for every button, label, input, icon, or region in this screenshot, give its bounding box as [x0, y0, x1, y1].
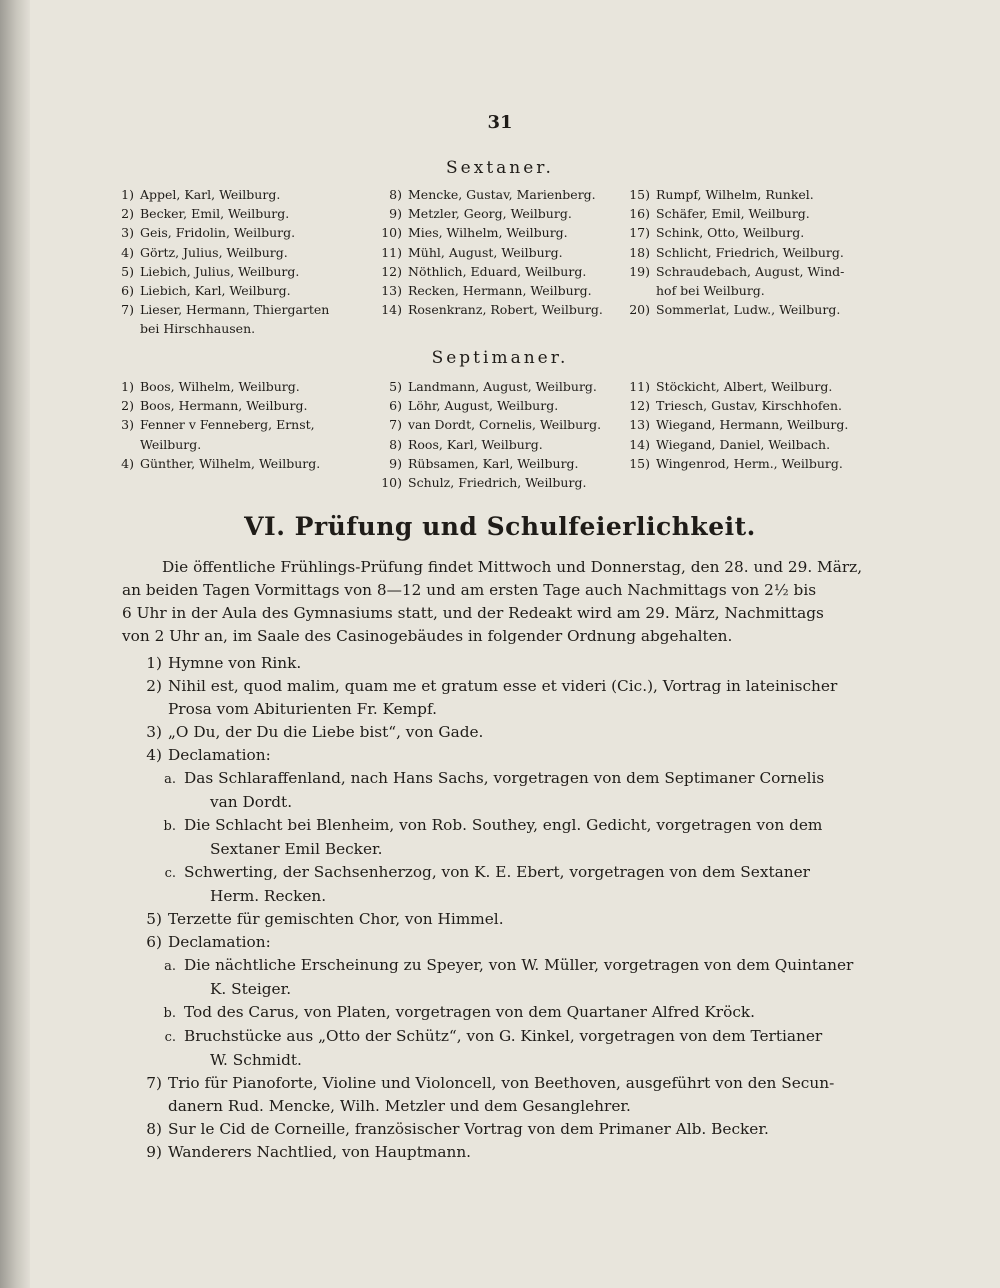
- student-name: Mies, Wilhelm, Weilburg.: [408, 225, 568, 241]
- subitem-letter: c.: [164, 866, 176, 881]
- program-text: Trio für Pianoforte, Violine und Violoncell, von Beethoven, ausgeführt von den Secun-: [168, 1074, 835, 1092]
- septimaner-col-3: [624, 377, 848, 473]
- student-name: Stöckicht, Albert, Weilburg.: [656, 379, 833, 394]
- entry-number: 20): [629, 302, 650, 318]
- subitem-text: Die nächtliche Erscheinung zu Speyer, von W. Müller, vorgetragen von dem Quintaner: [184, 956, 854, 974]
- student-entry: [624, 415, 848, 434]
- student-name: Wiegand, Daniel, Weilbach.: [656, 436, 831, 452]
- entry-number: 4): [121, 455, 134, 471]
- entry-number: 18): [629, 244, 650, 260]
- entry-number: 5): [389, 379, 402, 394]
- student-name: Sommerlat, Ludw., Weilburg.: [656, 302, 841, 318]
- program-subitem: [128, 1025, 898, 1049]
- student-entry: [374, 243, 603, 262]
- student-name: Schink, Otto, Weilburg.: [656, 225, 805, 241]
- student-name: Roos, Karl, Weilburg.: [408, 436, 543, 452]
- student-name: Görtz, Julius, Weilburg.: [140, 244, 288, 260]
- student-entry: [116, 262, 329, 281]
- program-item: [128, 675, 898, 698]
- program-text: Declamation:: [168, 746, 271, 764]
- entry-number: 12): [381, 263, 402, 279]
- subitem-continuation: Herm. Recken.: [210, 887, 327, 905]
- student-name: Mühl, August, Weilburg.: [408, 244, 563, 260]
- program-number: 7): [146, 1074, 162, 1092]
- sextaner-title: Sextaner.: [446, 158, 554, 178]
- student-entry-continuation: hof bei Weilburg.: [656, 283, 765, 299]
- student-name: Liebich, Julius, Weilburg.: [140, 263, 300, 279]
- student-entry: [116, 281, 329, 300]
- student-entry: [624, 300, 844, 319]
- student-entry: [116, 300, 329, 319]
- subitem-letter: a.: [164, 959, 176, 974]
- student-name: Schäfer, Emil, Weilburg.: [656, 206, 810, 222]
- septimaner-title: Septimaner.: [431, 348, 569, 368]
- student-name: Schulz, Friedrich, Weilburg.: [408, 475, 587, 491]
- student-name: Rosenkranz, Robert, Weilburg.: [408, 302, 603, 318]
- program-number: 8): [146, 1120, 162, 1138]
- entry-number: 14): [381, 302, 402, 318]
- program-text: Terzette für gemischten Chor, von Himmel.: [168, 910, 504, 928]
- student-name: Recken, Hermann, Weilburg.: [408, 283, 592, 299]
- program-item: [128, 744, 898, 767]
- subitem-continuation: van Dordt.: [210, 793, 293, 811]
- subitem-text: Das Schlaraffenland, nach Hans Sachs, vorgetragen von dem Septimaner Cornelis: [184, 769, 825, 787]
- subitem-letter: a.: [164, 772, 176, 787]
- student-entry: [374, 300, 603, 319]
- entry-number: 3): [121, 417, 134, 433]
- program-number: 6): [146, 933, 162, 951]
- subitem-continuation: Sextaner Emil Becker.: [210, 840, 383, 858]
- student-name: Fenner v Fenneberg, Ernst,: [140, 417, 315, 433]
- program-number: 9): [146, 1143, 162, 1161]
- document-page: [30, 0, 1000, 1288]
- entry-number: 17): [629, 225, 650, 241]
- student-entry: [374, 435, 601, 454]
- entry-number: 3): [121, 225, 134, 241]
- program-text: Nihil est, quod malim, quam me et gratum esse et videri (Cic.), Vortrag in lateinischer: [168, 677, 838, 695]
- student-entry: [624, 454, 848, 473]
- sextaner-col-3: [624, 185, 844, 319]
- entry-number: 2): [121, 398, 134, 414]
- program-item: [128, 931, 898, 954]
- intro-paragraph: [122, 556, 884, 648]
- student-entry: [116, 415, 320, 434]
- student-entry: [624, 185, 844, 204]
- student-name: Wiegand, Hermann, Weilburg.: [656, 417, 849, 433]
- student-entry: [374, 185, 603, 204]
- student-entry: [374, 454, 601, 473]
- subitem-text: Bruchstücke aus „Otto der Schütz“, von G. Kinkel, vorgetragen von dem Tertianer: [184, 1027, 823, 1045]
- entry-number: 15): [629, 187, 650, 202]
- student-entry: [116, 223, 329, 242]
- student-name: Geis, Fridolin, Weilburg.: [140, 225, 296, 241]
- student-entry: [624, 396, 848, 415]
- entry-number: 12): [629, 398, 650, 414]
- program-item: [128, 721, 898, 744]
- student-name: Rübsamen, Karl, Weilburg.: [408, 455, 579, 471]
- student-entry: [374, 262, 603, 281]
- student-entry: [624, 223, 844, 242]
- program-item: [128, 908, 898, 931]
- student-entry: [116, 454, 320, 473]
- section-heading: VI. Prüfung und Schulfeierlichkeit.: [244, 512, 756, 541]
- entry-number: 6): [389, 398, 402, 414]
- intro-line: Die öffentliche Frühlings-Prüfung findet Mittwoch und Donnerstag, den 28. und 29. März,: [162, 558, 863, 576]
- book-spine-shadow: [0, 0, 30, 1288]
- entry-number: 1): [121, 187, 134, 202]
- entry-number: 7): [389, 417, 402, 433]
- septimaner-col-1: [116, 377, 320, 473]
- subitem-letter: c.: [164, 1030, 176, 1045]
- program-item: [128, 652, 898, 675]
- entry-number: 11): [381, 244, 402, 260]
- student-name: Appel, Karl, Weilburg.: [140, 187, 281, 202]
- program-number: 1): [146, 654, 162, 672]
- septimaner-col-2: [374, 377, 601, 492]
- subitem-letter: b.: [163, 1006, 176, 1021]
- student-name: Metzler, Georg, Weilburg.: [408, 206, 572, 222]
- student-name: Boos, Hermann, Weilburg.: [140, 398, 308, 414]
- entry-number: 1): [121, 379, 134, 394]
- program-continuation: danern Rud. Mencke, Wilh. Metzler und dem Gesanglehrer.: [168, 1097, 631, 1115]
- entry-number: 4): [121, 244, 134, 260]
- student-entry: [374, 415, 601, 434]
- student-entry: [374, 223, 603, 242]
- entry-number: 13): [381, 283, 402, 299]
- program-number: 4): [146, 746, 162, 764]
- entry-number: 8): [389, 436, 402, 452]
- program-number: 5): [146, 910, 162, 928]
- program-item: [128, 1141, 898, 1164]
- subitem-continuation: W. Schmidt.: [210, 1051, 302, 1069]
- student-entry: [116, 243, 329, 262]
- program-text: Sur le Cid de Corneille, französischer Vortrag von dem Primaner Alb. Becker.: [168, 1120, 769, 1138]
- intro-line: von 2 Uhr an, im Saale des Casinogebäudes in folgender Ordnung abgehalten.: [122, 627, 733, 645]
- student-entry: [116, 396, 320, 415]
- student-entry: [116, 204, 329, 223]
- page-number: 31: [487, 112, 513, 133]
- entry-number: 9): [389, 206, 402, 222]
- student-name: Rumpf, Wilhelm, Runkel.: [656, 187, 814, 202]
- entry-number: 19): [629, 263, 650, 279]
- entry-number: 7): [121, 302, 134, 318]
- student-entry: [374, 204, 603, 223]
- student-name: Lieser, Hermann, Thiergarten: [140, 302, 330, 318]
- program-text: „O Du, der Du die Liebe bist“, von Gade.: [168, 723, 484, 741]
- student-name: Landmann, August, Weilburg.: [408, 379, 597, 394]
- program-number: 3): [146, 723, 162, 741]
- program-text: Declamation:: [168, 933, 271, 951]
- entry-number: 9): [389, 455, 402, 471]
- student-name: Becker, Emil, Weilburg.: [140, 206, 290, 222]
- student-entry: [374, 281, 603, 300]
- subitem-continuation: K. Steiger.: [210, 980, 292, 998]
- subitem-text: Tod des Carus, von Platen, vorgetragen von dem Quartaner Alfred Kröck.: [184, 1003, 756, 1021]
- program-subitem: [128, 814, 898, 838]
- entry-number: 13): [629, 417, 650, 433]
- student-name: Wingenrod, Herm., Weilburg.: [656, 455, 843, 471]
- student-entry: [624, 243, 844, 262]
- program-item: [128, 1072, 898, 1095]
- program-list: [128, 652, 898, 1164]
- program-text: Hymne von Rink.: [168, 654, 302, 672]
- student-name: Günther, Wilhelm, Weilburg.: [140, 455, 321, 471]
- student-entry: [624, 262, 844, 281]
- entry-number: 16): [629, 206, 650, 222]
- entry-number: 10): [381, 225, 402, 241]
- program-item: [128, 1118, 898, 1141]
- student-entry: [374, 396, 601, 415]
- student-entry-continuation: bei Hirschhausen.: [140, 321, 256, 337]
- program-subitem: [128, 1001, 898, 1025]
- subitem-text: Schwerting, der Sachsenherzog, von K. E. Ebert, vorgetragen von dem Sextaner: [184, 863, 810, 881]
- student-entry-continuation: Weilburg.: [140, 436, 202, 452]
- entry-number: 2): [121, 206, 134, 222]
- program-subitem: [128, 954, 898, 978]
- student-entry: [374, 473, 601, 492]
- entry-number: 5): [121, 263, 134, 279]
- student-name: Löhr, August, Weilburg.: [408, 398, 559, 414]
- student-name: Schraudebach, August, Wind-: [656, 263, 845, 279]
- program-continuation: Prosa vom Abiturienten Fr. Kempf.: [168, 700, 437, 718]
- program-text: Wanderers Nachtlied, von Hauptmann.: [168, 1143, 472, 1161]
- entry-number: 11): [629, 379, 650, 394]
- sextaner-col-1: [116, 185, 329, 339]
- program-subitem: [128, 861, 898, 885]
- student-name: Schlicht, Friedrich, Weilburg.: [656, 244, 844, 260]
- student-name: Mencke, Gustav, Marienberg.: [408, 187, 596, 202]
- entry-number: 8): [389, 187, 402, 202]
- student-name: van Dordt, Cornelis, Weilburg.: [408, 417, 602, 433]
- program-subitem: [128, 767, 898, 791]
- program-number: 2): [146, 677, 162, 695]
- entry-number: 14): [629, 436, 650, 452]
- student-entry: [116, 377, 320, 396]
- intro-line: an beiden Tagen Vormittags von 8—12 und am ersten Tage auch Nachmittags von 2½ bis: [122, 581, 817, 599]
- student-name: Boos, Wilhelm, Weilburg.: [140, 379, 300, 394]
- student-entry: [624, 204, 844, 223]
- intro-line: 6 Uhr in der Aula des Gymnasiums statt, und der Redeakt wird am 29. März, Nachmittags: [122, 604, 824, 622]
- entry-number: 15): [629, 455, 650, 471]
- subitem-letter: b.: [163, 819, 176, 834]
- student-name: Nöthlich, Eduard, Weilburg.: [408, 263, 587, 279]
- subitem-text: Die Schlacht bei Blenheim, von Rob. Southey, engl. Gedicht, vorgetragen von dem: [184, 816, 823, 834]
- student-entry: [116, 185, 329, 204]
- student-name: Liebich, Karl, Weilburg.: [140, 283, 291, 299]
- student-entry: [624, 435, 848, 454]
- student-name: Triesch, Gustav, Kirschhofen.: [656, 398, 842, 414]
- sextaner-col-2: [374, 185, 603, 319]
- student-entry: [374, 377, 601, 396]
- student-entry: [624, 377, 848, 396]
- entry-number: 6): [121, 283, 134, 299]
- entry-number: 10): [381, 475, 402, 491]
